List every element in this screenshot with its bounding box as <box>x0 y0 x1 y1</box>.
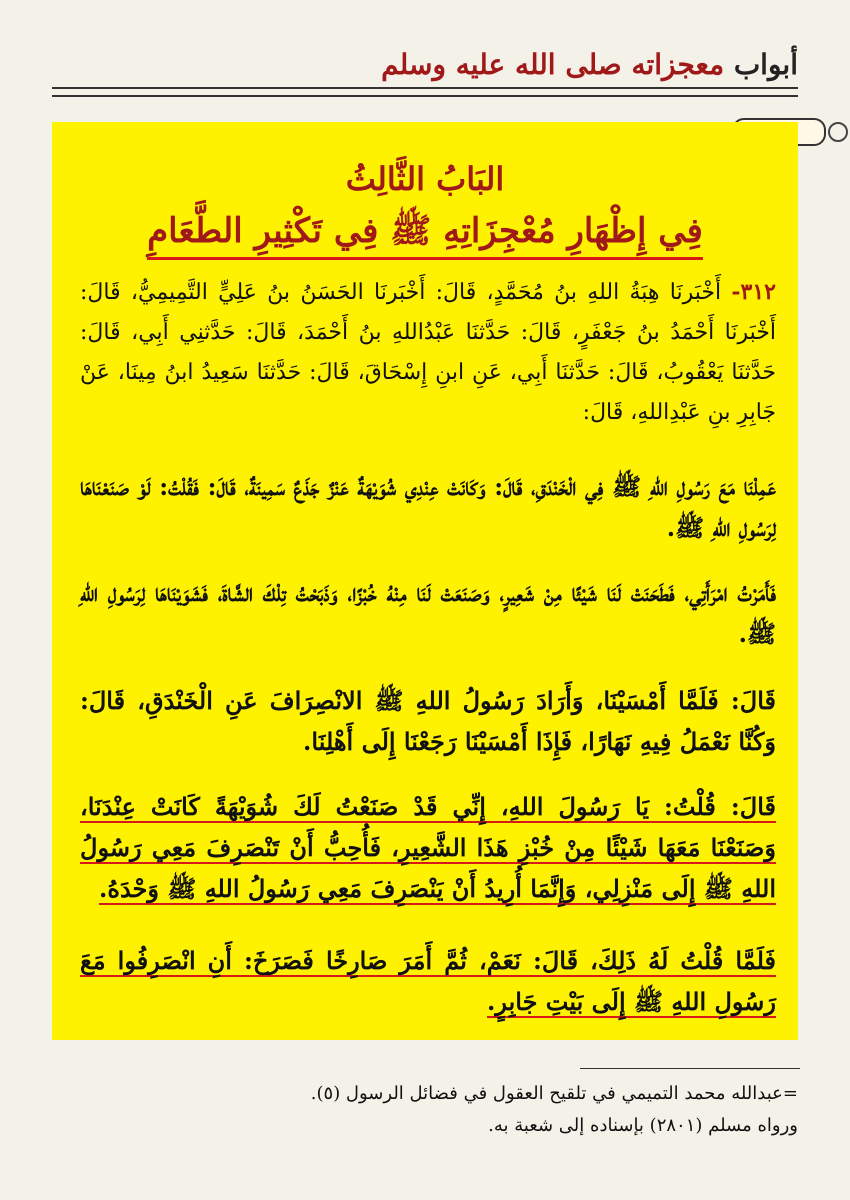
isnad-text: أَخْبَرنَا هِبَةُ اللهِ بنُ مُحَمَّدٍ، قَالَ: أَخْبَرنَا الحَسَنُ بنُ عَلِيٍّ التَّمِيمِيُّ، قَالَ: أَخْبَرنَا أَحْمَدُ بنُ جَعْفَرٍ، قَالَ: حَدَّثنَا عَبْدُاللهِ بنُ أَحْمَدَ، قَالَ: حَدَّثنِي أَبِي، قَالَ: حَدَّثنَا يَعْقُوبُ، قَالَ: حَدَّثنَا أَبِي، عَنِ ابنِ إِسْحَاقَ، قَالَ: حَدَّثنَا سَعِيدُ ابنُ مِينَا، عَنْ جَابِرِ بنِ عَبْدِاللهِ، قَالَ: <box>80 280 776 425</box>
matn-paragraph-1: عَمِلْنَا مَعَ رَسُولِ اللهِ ﷺ فِي الْخَنْدَقِ، قَالَ: وَكَانَتْ عِنْدِي شُوَيْهَةٌ عَنْزٌ جَذَعٌ سَمِينَةٌ، قَالَ: فَقُلْتُ: لَوْ صَنَعْنَاهَا لِرَسُولِ اللهِ ﷺ. <box>80 472 776 542</box>
underlined-text: فَلَمَّا قُلْتُ لَهُ ذَلِكَ، قَالَ: نَعَمْ، ثُمَّ أَمَرَ صَارِخًا فَصَرَخَ: أَنِ انْصَرِفُوا مَعَ رَسُولِ اللهِ ﷺ إِلَى بَيْتِ جَابِرٍ. <box>80 946 776 1016</box>
chapter-title: البَابُ الثَّالِثُ <box>345 160 505 198</box>
hadith-number: ٣١٢- <box>731 279 776 305</box>
chapter-subtitle-text: فِي إِظْهَارِ مُعْجِزَاتِهِ ﷺ فِي تَكْثِيرِ الطَّعَامِ <box>147 211 703 260</box>
running-header <box>52 40 798 110</box>
footnote <box>238 1078 798 1142</box>
matn-paragraph-3: قَالَ: فَلَمَّا أَمْسَيْنَا، وَأَرَادَ رَسُولُ اللهِ ﷺ الانْصِرَافَ عَنِ الْخَنْدَقِ، قَالَ: وَكُنَّا نَعْمَلُ فِيهِ نَهَارًا، فَإِذَا أَمْسَيْنَا رَجَعْنَا إِلَى أَهْلِنَا. <box>80 686 776 756</box>
header-rule <box>52 87 798 97</box>
running-title-main: معجزاته صلى الله عليه وسلم <box>381 48 725 81</box>
matn-paragraph-2: فَأَمَرْتُ امْرَأَتِي، فَطَحَنَتْ لَنَا شَيْئًا مِنْ شَعِيرٍ، وَصَنَعَتْ لَنَا مِنْهُ خُبْزًا، وَذَبَحْتُ تِلْكَ الشَّاةَ، فَشَوَيْنَاهَا لِرَسُولِ اللهِ ﷺ. <box>80 578 776 648</box>
running-title-prefix: أبواب <box>733 48 798 81</box>
underlined-text: قَالَ: قُلْتُ: يَا رَسُولَ اللهِ، إِنِّي قَدْ صَنَعْتُ لَكَ شُوَيْهَةً كَانَتْ عِنْدَنَا، وَصَنَعْنَا مَعَهَا شَيْئًا مِنْ خُبْزِ هَذَا الشَّعِيرِ، فَأُحِبُّ أَنْ تَنْصَرِفَ مَعِي رَسُولُ اللهِ ﷺ إِلَى مَنْزِلِي، وَإِنَّمَا أُرِيدُ أَنْ يَنْصَرِفَ مَعِي رَسُولُ اللهِ ﷺ وَحْدَهُ. <box>80 792 777 903</box>
footnote-line-2: ورواه مسلم (٢٨٠١) بإسناده إلى شعبة به. <box>488 1115 798 1136</box>
footnote-separator <box>580 1068 800 1069</box>
matn-paragraph-4 <box>80 786 776 909</box>
chapter-subtitle <box>52 210 798 259</box>
isnad-paragraph <box>80 272 776 433</box>
highlighted-text-panel <box>52 122 798 1040</box>
footnote-line-1: =عبدالله محمد التميمي في تلقيح العقول في فضائل الرسول (٥). <box>310 1083 798 1104</box>
matn-paragraph-5 <box>80 940 776 1022</box>
running-title <box>381 48 798 81</box>
ornament-icon <box>828 122 848 142</box>
